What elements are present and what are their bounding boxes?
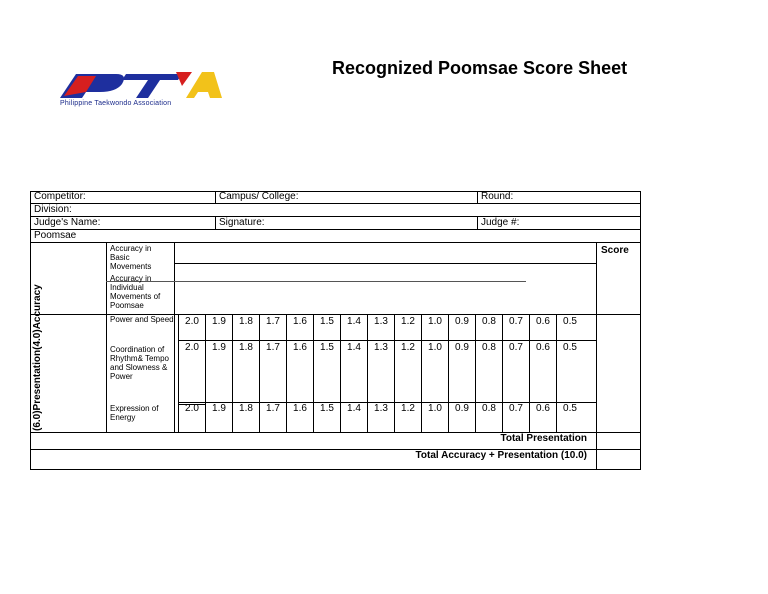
scale-value: 0.9 <box>455 403 469 414</box>
scale-value: 1.4 <box>347 316 361 327</box>
scale-value: 1.3 <box>374 342 388 353</box>
scale-value: 0.6 <box>536 316 550 327</box>
scale-value: 2.0 <box>185 316 199 327</box>
scale-value: 0.6 <box>536 403 550 414</box>
scale-value: 1.5 <box>320 403 334 414</box>
scale-value: 1.9 <box>212 403 226 414</box>
scale-value: 0.5 <box>563 342 577 353</box>
scale-value: 1.0 <box>428 403 442 414</box>
scale-value: 1.3 <box>374 316 388 327</box>
criterion-power-speed: Power and Speed <box>110 315 174 324</box>
scale-value: 1.8 <box>239 403 253 414</box>
scale-value: 1.3 <box>374 403 388 414</box>
scale-value: 0.9 <box>455 342 469 353</box>
scale-value: 1.7 <box>266 342 280 353</box>
scale-value: 0.7 <box>509 342 523 353</box>
criterion-expression: Expression of Energy <box>110 404 159 422</box>
scale-value: 1.5 <box>320 316 334 327</box>
campus-label: Campus/ College: <box>219 191 299 202</box>
section-label: (6.0)Presentation(4.0)Accuracy <box>32 284 43 431</box>
scale-value: 1.7 <box>266 316 280 327</box>
scale-value: 1.6 <box>293 403 307 414</box>
accuracy-basic-label: Accuracy in Basic Movements <box>110 244 152 271</box>
scale-value: 0.8 <box>482 316 496 327</box>
scale-value: 1.8 <box>239 342 253 353</box>
scale-value: 0.5 <box>563 403 577 414</box>
poomsae-label: Poomsae <box>34 230 77 241</box>
scale-value: 0.8 <box>482 403 496 414</box>
scale-value: 1.0 <box>428 342 442 353</box>
scale-value: 0.8 <box>482 342 496 353</box>
competitor-label: Competitor: <box>34 191 86 202</box>
scale-value: 1.2 <box>401 342 415 353</box>
total-overall-label: Total Accuracy + Presentation (10.0) <box>415 450 587 461</box>
scale-value: 1.9 <box>212 342 226 353</box>
scale-value: 1.4 <box>347 403 361 414</box>
scale-value: 1.4 <box>347 342 361 353</box>
page-title: Recognized Poomsae Score Sheet <box>332 58 628 78</box>
score-sheet <box>30 191 641 470</box>
score-header: Score <box>601 245 629 256</box>
scale-value: 1.6 <box>293 316 307 327</box>
scale-value: 1.5 <box>320 342 334 353</box>
scale-value: 1.6 <box>293 342 307 353</box>
division-label: Division: <box>34 204 72 215</box>
org-name: Philippine Taekwondo Association <box>60 100 172 107</box>
judge-number-label: Judge #: <box>481 217 520 228</box>
accuracy-individual-label: Accuracy in Individual Movements of Poomsae <box>110 274 161 310</box>
criterion-coordination: Coordination of Rhythm& Tempo and Slowness & Power <box>110 345 169 381</box>
round-label: Round: <box>481 191 514 202</box>
scale-value: 0.9 <box>455 316 469 327</box>
scale-value: 2.0 <box>185 403 199 414</box>
scale-value: 1.2 <box>401 403 415 414</box>
scale-value: 1.7 <box>266 403 280 414</box>
scale-value: 1.9 <box>212 316 226 327</box>
scale-value: 0.7 <box>509 316 523 327</box>
signature-label: Signature: <box>219 217 265 228</box>
scale-value: 1.2 <box>401 316 415 327</box>
scale-value: 1.8 <box>239 316 253 327</box>
scale-value: 0.6 <box>536 342 550 353</box>
judge-name-label: Judge's Name: <box>34 217 101 228</box>
scale-value: 2.0 <box>185 342 199 353</box>
total-presentation-label: Total Presentation <box>500 433 587 444</box>
scale-value: 0.5 <box>563 316 577 327</box>
scale-value: 1.0 <box>428 316 442 327</box>
scale-value: 0.7 <box>509 403 523 414</box>
